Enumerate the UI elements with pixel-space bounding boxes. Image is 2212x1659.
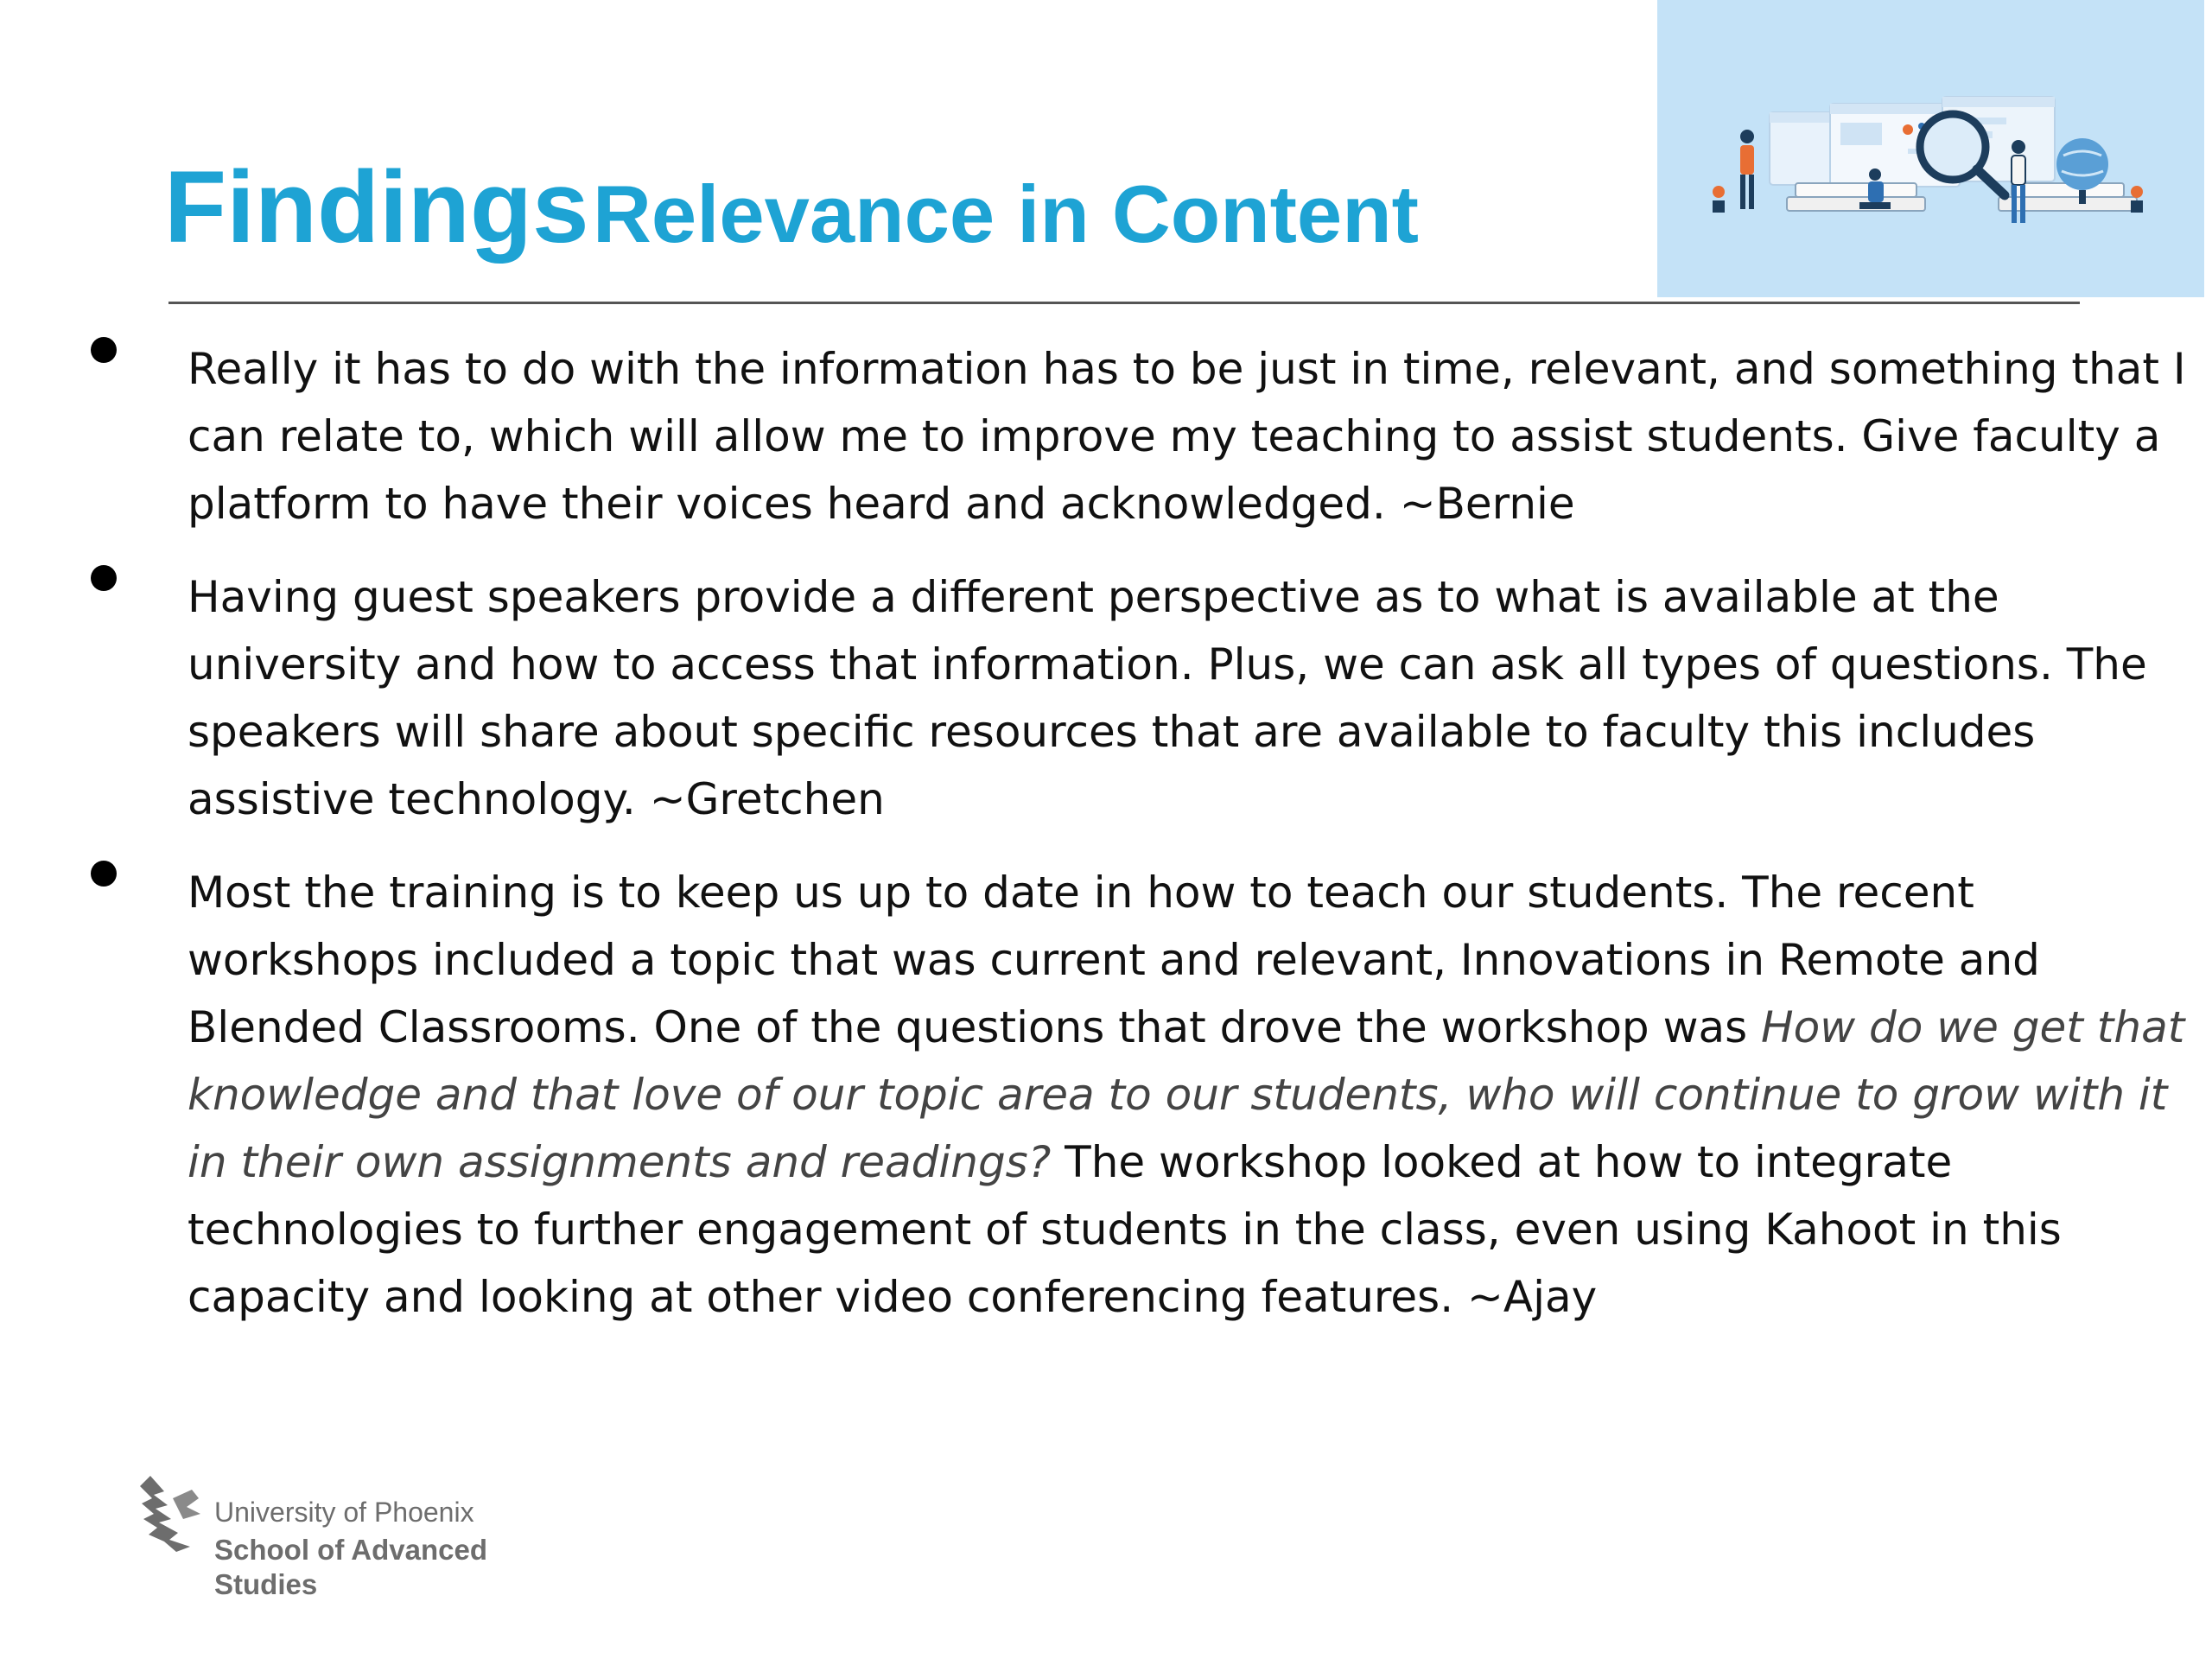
title-main: Findings xyxy=(164,150,589,264)
list-item xyxy=(82,335,2190,537)
title-divider xyxy=(168,302,2080,304)
university-logo xyxy=(138,1469,544,1607)
bullet-text: Having guest speakers provide a different perspective as to what is available at the university and how to access that information. Plus, we can ask all types of questions. The speakers will share about specific resources that are available to faculty this includes assistive technology. ~Gretchen xyxy=(188,572,2147,824)
title-sub: Relevance in Content xyxy=(593,168,1419,259)
bullet-dot-icon xyxy=(91,565,117,591)
list-item xyxy=(82,563,2190,833)
list-item xyxy=(82,859,2190,1331)
slide-title xyxy=(164,147,1419,270)
research-magnifier-illustration xyxy=(1657,0,2204,297)
school-name: School of Advanced Studies xyxy=(214,1534,487,1600)
bullet-text-lead: Most the training is to keep us up to date in how to teach our students. The recent workshops included a topic that was current and relevant, Innovations in Remote and Blended Classrooms. One of the questions that drove the workshop was xyxy=(188,868,2040,1052)
university-name: University of Phoenix xyxy=(214,1497,474,1528)
bullet-dot-icon xyxy=(91,861,117,887)
findings-list xyxy=(82,335,2190,1331)
bullet-dot-icon xyxy=(91,337,117,363)
bullet-text: Really it has to do with the information has to be just in time, relevant, and something that I can relate to, which will allow me to improve my teaching to assist students. Give faculty a platform to have their voices heard and acknowledged. ~Bernie xyxy=(188,344,2186,529)
bullet-text-quote: How do we get that knowledge and that love of our topic area to our students, who will continue to grow with it in their own assignments and readings? xyxy=(188,1002,2185,1187)
phoenix-bird-icon xyxy=(138,1472,207,1555)
bullet-text-tail: The workshop looked at how to integrate technologies to further engagement of students in the class, even using Kahoot in this capacity and looking at other video conferencing features. ~Ajay xyxy=(188,1137,2062,1322)
